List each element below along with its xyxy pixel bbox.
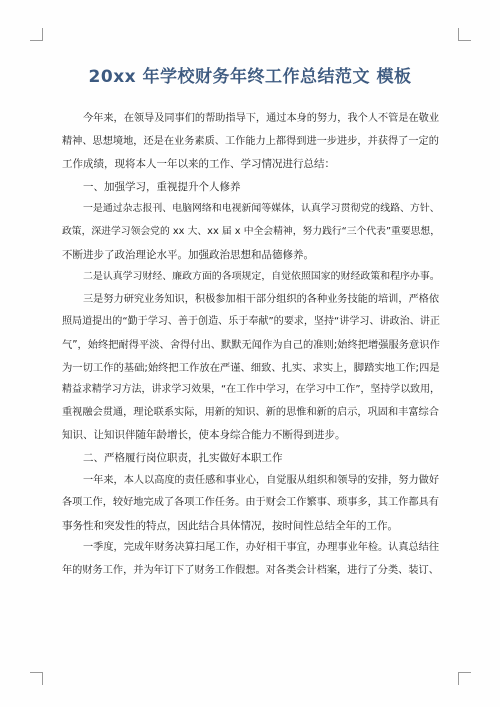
body-line: 为一切工作的基础;始终把工作放在严谨、细致、扎实、求实上，脚踏实地工作;四是 bbox=[62, 361, 440, 374]
body-line: 照局道提出的“勤于学习、善于创造、乐于奉献”的要求，坚持“讲学习、讲政治、讲正 bbox=[62, 316, 440, 328]
crop-mark-top-right bbox=[458, 28, 471, 41]
body-line: 一、加强学习，重视提升个人修养 bbox=[83, 180, 241, 193]
body-line: 不断进步了政治理论水平。加强政治思想和品德修养。 bbox=[62, 248, 314, 261]
body-line: 工作成绩，现将本人一年以来的工作、学习情况进行总结： bbox=[62, 158, 335, 171]
document-body bbox=[62, 108, 440, 582]
body-line: 一是通过杂志报刊、电脑网络和电视新闻等媒体，认真学习贯彻党的线路、方针、 bbox=[83, 203, 440, 215]
crop-mark-bottom-left bbox=[30, 672, 43, 685]
body-line: 二是认真学习财经、廉政方面的各项规定，自觉依照国家的财经政策和程序办事。 bbox=[83, 271, 440, 283]
body-line: 今年来，在领导及同事们的帮助指导下，通过本身的努力，我个人不管是在敬业 bbox=[83, 113, 440, 124]
body-line: 三是努力研究业务知识，积极参加相干部分组织的各种业务技能的培训，严格依 bbox=[83, 293, 440, 305]
body-line: 各项工作，较好地完成了各项工作任务。由于财会工作繁事、琐事多，其工作都具有 bbox=[62, 497, 439, 509]
body-line: 一年来，本人以高度的责任感和事业心，自觉服从组织和领导的安排，努力做好 bbox=[83, 474, 440, 486]
crop-mark-top-left bbox=[30, 28, 43, 41]
body-line: 事务性和突发性的特点，因此结合具体情况，按时间性总结全年的工作。 bbox=[62, 519, 398, 532]
body-line: 知识、让知识伴随年龄增长，使本身综合能力不断得到进步。 bbox=[62, 429, 346, 442]
document-title: 20xx 年学校财务年终工作总结范文 模板 bbox=[88, 67, 412, 87]
body-line: 年的财务工作，并为年订下了财务工作假想。对各类会计档案，进行了分类、装订、 bbox=[62, 564, 439, 576]
body-line: 精益求精学习方法，讲求学习效果，“在工作中学习，在学习中工作”，坚持学以致用， bbox=[62, 384, 440, 396]
body-line: 气”，始终把耐得平淡、舍得付出、默默无闻作为自己的准则;始终把增强服务意识作 bbox=[62, 338, 440, 351]
body-line: 政策，深进学习领会党的 xx 大、xx 届 x 中全会精神，努力践行“三个代表”重要思想， bbox=[62, 225, 440, 237]
crop-mark-bottom-right bbox=[458, 672, 471, 685]
body-line: 二、严格履行岗位职责，扎实做好本职工作 bbox=[83, 451, 283, 464]
body-line: 精神、思想境地，还是在业务素质、工作能力上都得到进一步进步，并获得了一定的 bbox=[62, 135, 439, 147]
body-line: 一季度，完成年财务决算扫尾工作，办好相干事宜，办理事业年检。认真总结往 bbox=[83, 542, 440, 554]
body-line: 重视融会贯通，理论联系实际，用新的知识、新的思惟和新的启示，巩固和丰富综合 bbox=[62, 406, 439, 418]
